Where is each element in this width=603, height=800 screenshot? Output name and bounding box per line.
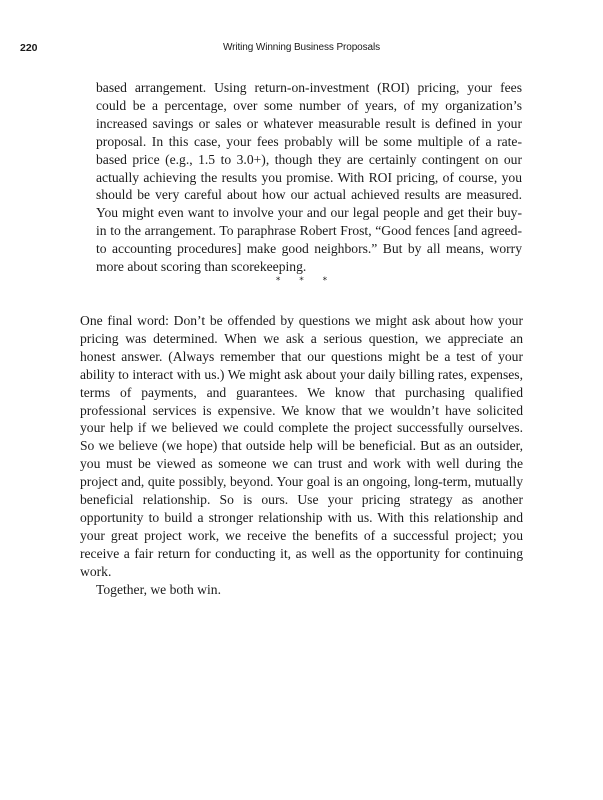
closing-line: Together, we both win. <box>96 581 221 597</box>
section-separator: * * * <box>275 276 336 286</box>
main-text <box>80 312 523 599</box>
quote-paragraph: based arrangement. Using return-on-investment (ROI) pricing, your fees could be a percentage, over some number of years, of my organization’s increased savings or sales or whatever measurable result is defined in your proposal. In this case, your fees probably will be some multiple of a rate-based price (e.g., 1.5 to 3.0+), though they are certainly contingent on our actually achieving the results you promise. With ROI pricing, of course, you should be very careful about how our actual achieved results are measured. You might even want to involve your and our legal people and get their buy-in to the arrangement. To paraphrase Robert Frost, “Good fences [and agreed-to accounting procedures] make good neighbors.” But by all means, worry more about scoring than scorekeeping. <box>96 80 522 275</box>
main-paragraph: One final word: Don’t be offended by questions we might ask about how your pricing was determined. When we ask a serious question, we appreciate an honest answer. (Always remember that our questions might be a test of your ability to interact with us.) We might ask about your daily billing rates, expenses, terms of payments, and guarantees. We know that purchasing qualified professional services is expensive. We know that we wouldn’t have solicited your help if we believed we could complete the project successfully ourselves. So we believe (we hope) that outside help will be beneficial. But as an outsider, you must be viewed as someone we can trust and work with well during the project and, quite possibly, beyond. Your goal is an ongoing, long-term, mutually beneficial relationship. So is ours. Use your pricing strategy as another opportunity to build a stronger relationship with us. With this relationship and your great project work, we receive the benefits of a successful project; you receive a fair return for conducting it, as well as the opportunity for continuing work. <box>80 313 523 579</box>
running-head <box>20 42 583 58</box>
page-number: 220 <box>20 42 38 54</box>
running-title: Writing Winning Business Proposals <box>222 42 381 53</box>
